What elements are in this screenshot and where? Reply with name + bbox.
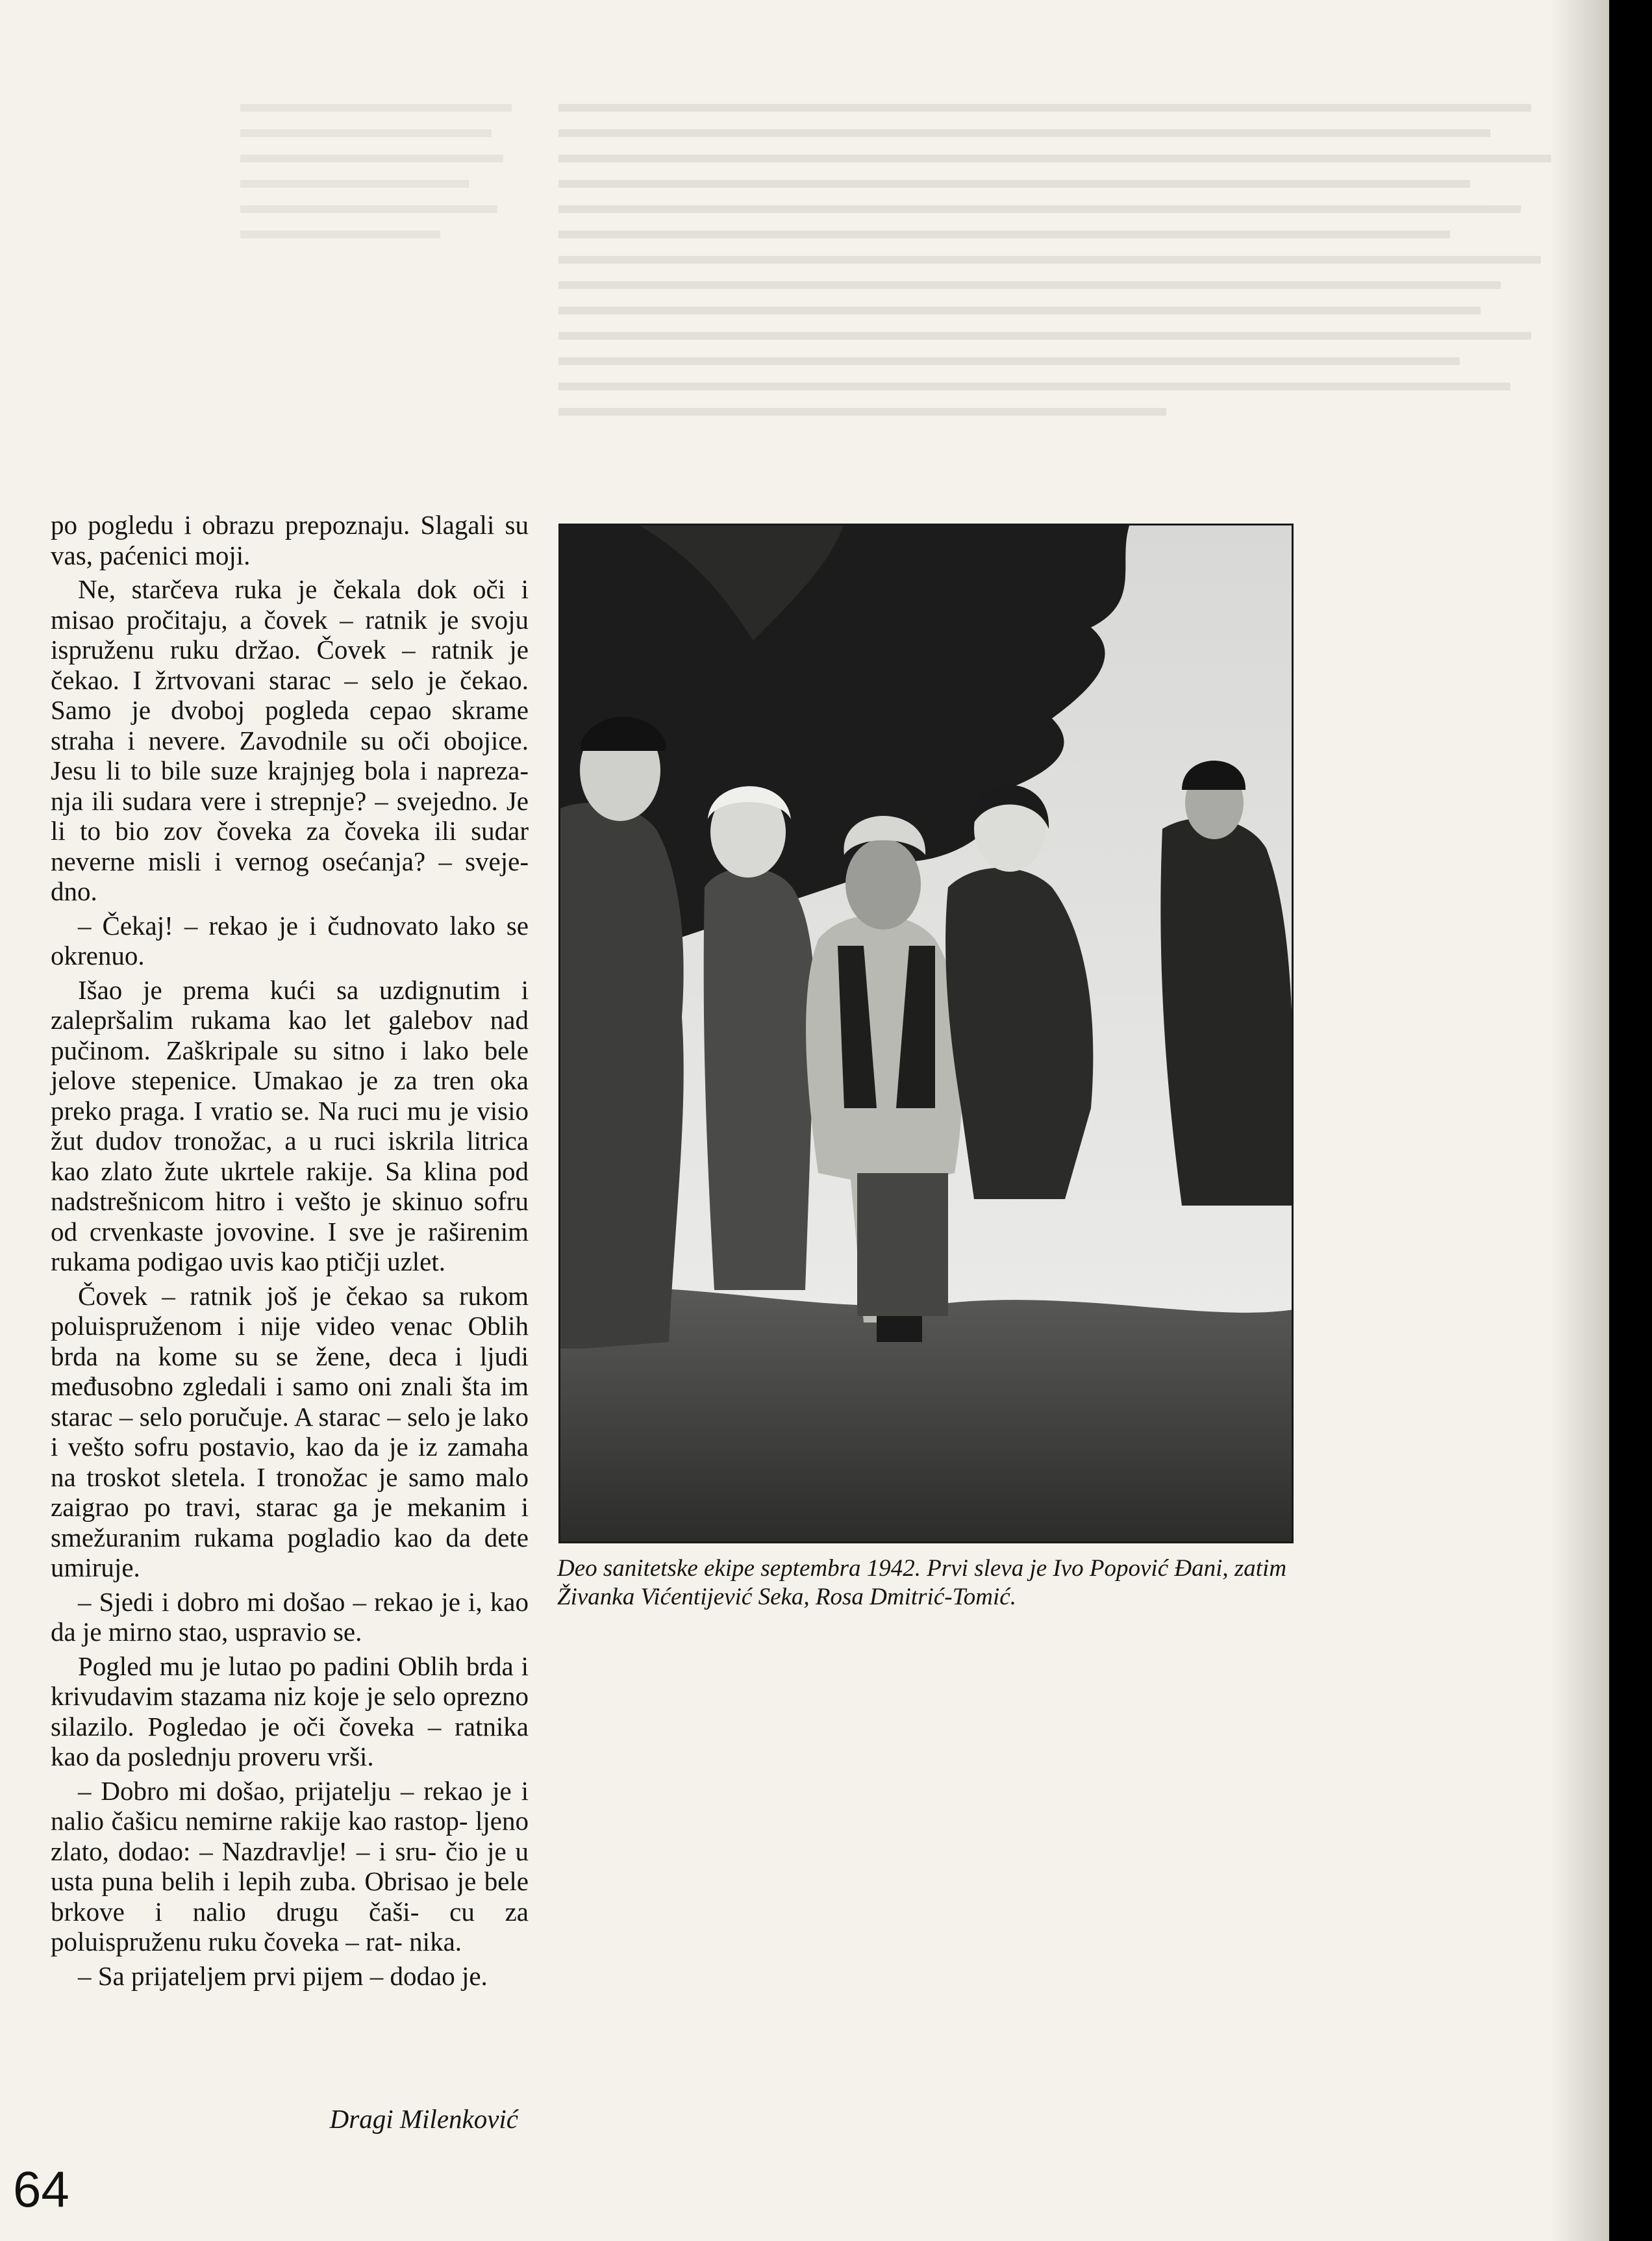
historical-photograph <box>558 524 1294 1543</box>
paragraph: Čovek – ratnik još je čekao sa rukom poluispruženom i nije video venac Oblih brda na kome su se žene, deca i ljudi međusobno zgledali i samo oni znali šta im starac – selo poručuje. A starac – selo je lako i vešto sofru postavio, kao da je iz zamaha na troskot sletela. I tronožac je samo malo zaigrao po travi, starac ga je mekanim i smežuranim rukama pogladio kao da dete umiruje. <box>51 1280 529 1582</box>
bleed-through-text <box>558 104 1571 455</box>
page-edge-shadow <box>1551 0 1609 2241</box>
bleed-through-text-left <box>240 104 526 299</box>
paragraph: po pogledu i obrazu prepoznaju. Slagali su vas, paćenici moji. <box>51 510 529 570</box>
paragraph: – Sjedi i dobro mi došao – rekao je i, kao da je mirno stao, uspravio se. <box>51 1586 529 1647</box>
paragraph: – Dobro mi došao, prijatelju – rekao je i nalio čašicu nemirne rakije kao rastop- ljeno zlato, dodao: – Nazdravlje! – i sru- čio je u usta puna belih i lepih zuba. Obrisao je bele brkove i nalio drugu čaši- cu za poluispruženu ruku čoveka – rat- nika. <box>51 1775 529 1956</box>
photo-caption: Deo sanitetske ekipe septembra 1942. Prvi sleva je Ivo Popović Đani, zatim Živanka Vićentijević Seka, Rosa Dmitrić-Tomić. <box>557 1555 1287 1610</box>
page-number: 64 <box>13 2160 69 2218</box>
paragraph: – Čekaj! – rekao je i čudnovato lako se okrenuo. <box>51 910 529 970</box>
paragraph: Pogled mu je lutao po padini Oblih brda i krivudavim stazama niz koje je selo oprezno silazilo. Pogledao je oči čoveka – ratnika kao da poslednju proveru vrši. <box>51 1651 529 1771</box>
paragraph: Išao je prema kući sa uzdignutim i zalepršalim rukama kao let galebov nad pučinom. Zaškripale su sitno i lako bele jelove stepenice. Umakao je za tren oka preko praga. I vratio se. Na ruci mu je visio žut dudov tronožac, a u ruci iskrila litrica kao zlato žute ukrtele rakije. Sa klina pod nadstrešnicom hitro i vešto je skinuo sofru od crvenkaste jovovine. I sve je raširenim rukama podigao uvis kao ptičji uzlet. <box>51 974 529 1276</box>
photo-illustration <box>558 524 1294 1543</box>
paragraph: Ne, starčeva ruka je čekala dok oči i misao pročitaju, a čovek – ratnik je svoju ispruženu ruku držao. Čovek – ratnik je čekao. I žrtvovani starac – selo je čekao. Samo je dvoboj pogleda cepao skrame straha i nevere. Zavodnile su oči obojice. Jesu li to bile suze krajnjeg bola i napreza- nja ili sudara vere i strepnje? – svejedno. Je li to bio zov čoveka za čoveka ili sudar neverne misli i vernog osećanja? – sveje- dno. <box>51 574 529 906</box>
author-signature: Dragi Milenković <box>329 2104 518 2134</box>
article-text <box>51 510 529 1991</box>
paragraph: – Sa prijateljem prvi pijem – dodao je. <box>78 1960 488 1991</box>
